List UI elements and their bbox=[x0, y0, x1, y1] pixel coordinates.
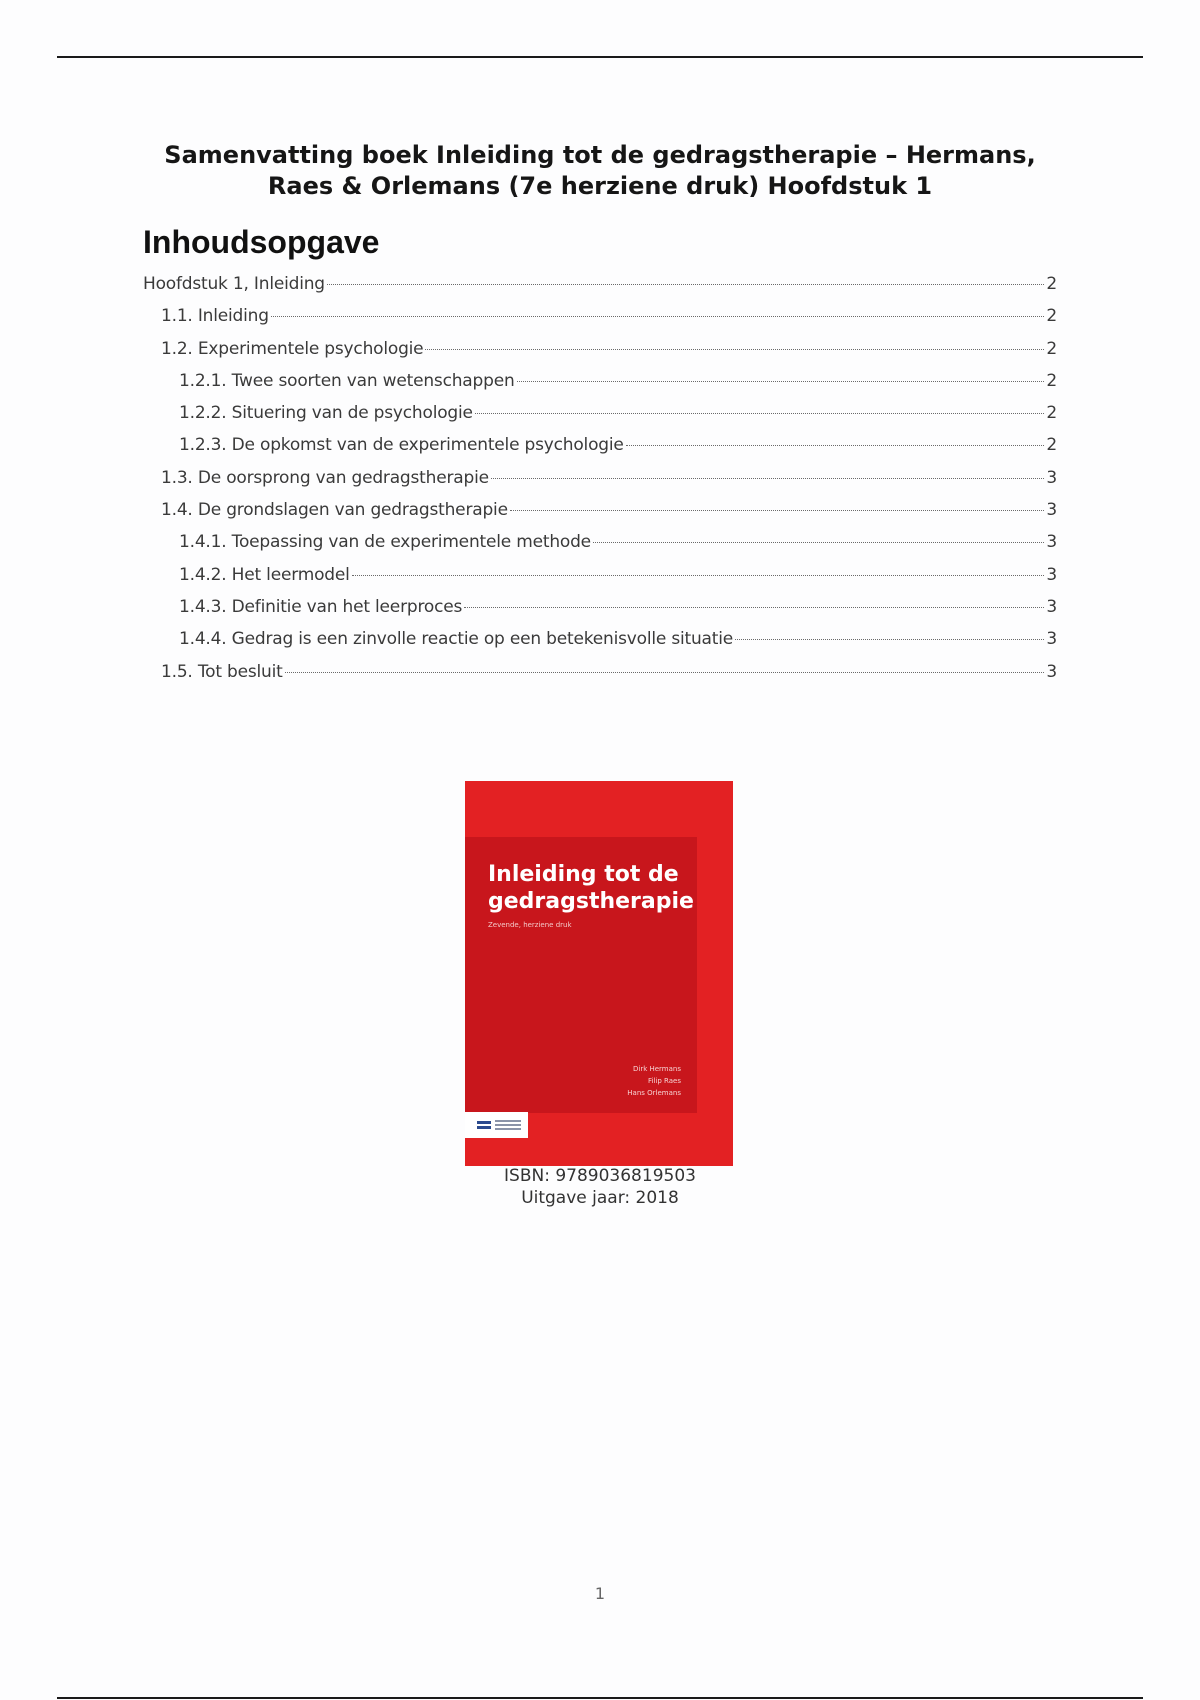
toc-leader-dots bbox=[425, 349, 1044, 350]
toc-entry-page: 3 bbox=[1046, 467, 1057, 488]
toc-entry-label: 1.2.1. Twee soorten van wetenschappen bbox=[179, 370, 515, 391]
toc-entry-page: 2 bbox=[1046, 435, 1057, 456]
toc-entry-label: 1.2.2. Situering van de psychologie bbox=[179, 403, 473, 424]
toc-leader-dots bbox=[510, 510, 1045, 511]
cover-author: Hans Orlemans bbox=[627, 1089, 681, 1097]
toc-entry-page: 3 bbox=[1046, 564, 1057, 585]
toc-entry-label: 1.4.3. Definitie van het leerproces bbox=[179, 596, 463, 617]
toc-entry-page: 2 bbox=[1046, 338, 1057, 359]
toc-entry-label: 1.3. De oorsprong van gedragstherapie bbox=[161, 467, 489, 488]
toc-entry-label: Hoofdstuk 1, Inleiding bbox=[143, 274, 325, 294]
toc-entry[interactable] bbox=[143, 371, 1057, 403]
toc-entry-label: 1.4.1. Toepassing van de experimentele methode bbox=[179, 532, 591, 553]
toc-entry[interactable] bbox=[143, 435, 1057, 467]
publisher-logo-text bbox=[495, 1120, 521, 1130]
bottom-rule bbox=[57, 1697, 1143, 1699]
cover-author: Filip Raes bbox=[648, 1077, 681, 1085]
toc-entry-label: 1.4.2. Het leermodel bbox=[179, 564, 350, 585]
toc-leader-dots bbox=[517, 381, 1045, 382]
publication-year: Uitgave jaar: 2018 bbox=[521, 1188, 679, 1208]
toc-entry-page: 2 bbox=[1046, 403, 1057, 424]
toc-entry-page: 3 bbox=[1046, 500, 1057, 521]
toc-entry-label: 1.4.4. Gedrag is een zinvolle reactie op een betekenisvolle situatie bbox=[179, 629, 734, 650]
toc-entry[interactable] bbox=[143, 468, 1057, 500]
toc-entry-page: 3 bbox=[1046, 629, 1057, 650]
toc-entry-label: 1.4. De grondslagen van gedragstherapie bbox=[161, 500, 508, 521]
toc-entry-page: 2 bbox=[1046, 370, 1057, 391]
toc-entry-page: 2 bbox=[1046, 274, 1057, 294]
toc-entry[interactable] bbox=[143, 339, 1057, 371]
isbn-text: ISBN: 9789036819503 bbox=[504, 1166, 696, 1186]
cover-authors bbox=[627, 1063, 681, 1099]
toc-entry[interactable] bbox=[143, 662, 1057, 694]
toc-leader-dots bbox=[735, 639, 1044, 640]
book-cover-image bbox=[465, 781, 733, 1166]
table-of-contents bbox=[143, 274, 1057, 694]
toc-leader-dots bbox=[464, 607, 1044, 608]
toc-leader-dots bbox=[626, 445, 1045, 446]
toc-entry[interactable] bbox=[143, 565, 1057, 597]
toc-leader-dots bbox=[352, 575, 1045, 576]
toc-entry[interactable] bbox=[143, 403, 1057, 435]
toc-entry[interactable] bbox=[143, 306, 1057, 338]
top-rule bbox=[57, 56, 1143, 58]
toc-heading: Inhoudsopgave bbox=[143, 224, 380, 260]
toc-leader-dots bbox=[285, 672, 1045, 673]
toc-entry-page: 2 bbox=[1046, 306, 1057, 327]
toc-entry-label: 1.1. Inleiding bbox=[161, 306, 269, 327]
toc-entry[interactable] bbox=[143, 629, 1057, 661]
toc-leader-dots bbox=[271, 316, 1045, 317]
toc-entry[interactable] bbox=[143, 597, 1057, 629]
document-title: Samenvatting boek Inleiding tot de gedragstherapie – Hermans, Raes & Orlemans (7e herziene druk) Hoofdstuk 1 bbox=[164, 141, 1036, 200]
page-number: 1 bbox=[594, 1584, 606, 1603]
toc-entry-label: 1.5. Tot besluit bbox=[161, 661, 283, 682]
toc-entry-page: 3 bbox=[1046, 532, 1057, 553]
publisher-logo-icon bbox=[477, 1118, 491, 1132]
cover-author: Dirk Hermans bbox=[632, 1065, 681, 1073]
toc-entry[interactable] bbox=[143, 274, 1057, 306]
cover-title: Inleiding tot de gedragstherapie bbox=[488, 862, 694, 914]
toc-leader-dots bbox=[475, 413, 1045, 414]
toc-leader-dots bbox=[593, 542, 1044, 543]
cover-edition: Zevende, herziene druk bbox=[488, 921, 572, 929]
toc-entry-label: 1.2. Experimentele psychologie bbox=[161, 338, 424, 359]
toc-entry-label: 1.2.3. De opkomst van de experimentele psychologie bbox=[179, 435, 624, 456]
publisher-logo bbox=[465, 1112, 528, 1138]
toc-entry-page: 3 bbox=[1046, 596, 1057, 617]
toc-entry[interactable] bbox=[143, 532, 1057, 564]
toc-leader-dots bbox=[491, 478, 1045, 479]
toc-leader-dots bbox=[327, 284, 1044, 285]
toc-entry-page: 3 bbox=[1046, 661, 1057, 682]
toc-entry[interactable] bbox=[143, 500, 1057, 532]
